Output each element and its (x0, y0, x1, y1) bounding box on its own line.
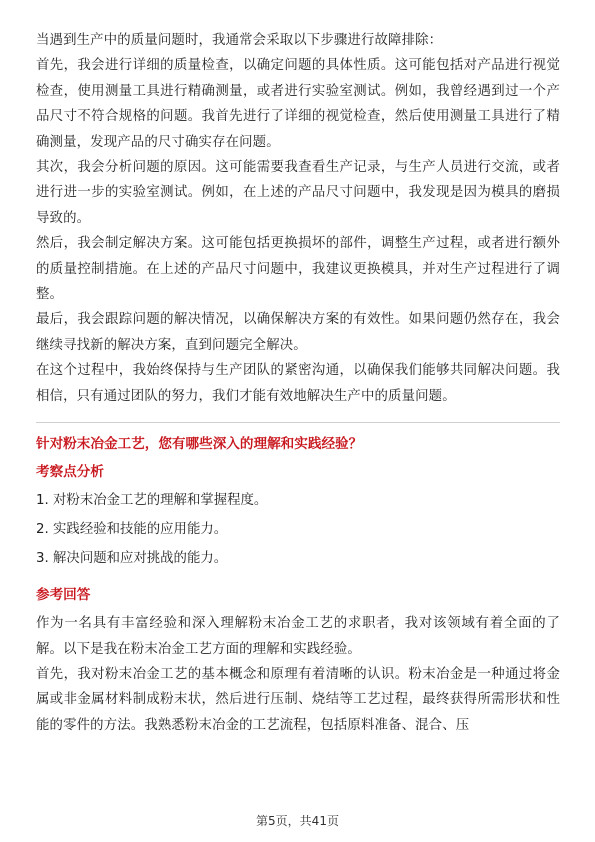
reference-answer (36, 611, 560, 738)
analysis-heading: 考察点分析 (36, 464, 104, 481)
analysis-item: 3. 解决问题和应对挑战的能力。 (36, 551, 228, 567)
answer-paragraph: 然后，我会制定解决方案。这可能包括更换损坏的部件，调整生产过程，或者进行额外的质量控制措施。在上述的产品尺寸问题中，我建议更换模具，并对生产过程进行了调整。 (36, 236, 560, 303)
analysis-item: 1. 对粉末冶金工艺的理解和掌握程度。 (36, 493, 268, 509)
answer-paragraph: 当遇到生产中的质量问题时，我通常会采取以下步骤进行故障排除： (36, 33, 443, 48)
answer-paragraph: 最后，我会跟踪问题的解决情况，以确保解决方案的有效性。如果问题仍然存在，我会继续寻找新的解决方案，直到问题完全解决。 (36, 312, 560, 353)
analysis-list (36, 488, 560, 571)
reference-paragraph: 首先，我对粉末冶金工艺的基本概念和原理有着清晰的认识。粉末冶金是一种通过将金属或非金属材料制成粉末状，然后进行压制、烧结等工艺过程，最终获得所需形状和性能的零件的方法。我熟悉粉末冶金的工艺流程，包括原料准备、混合、压 (36, 666, 560, 733)
section-divider (36, 422, 560, 423)
reference-heading: 参考回答 (36, 587, 91, 604)
answer-paragraph: 其次，我会分析问题的原因。这可能需要我查看生产记录，与生产人员进行交流，或者进行进一步的实验室测试。例如，在上述的产品尺寸问题中，我发现是因为模具的磨损导致的。 (36, 160, 560, 226)
analysis-item: 2. 实践经验和技能的应用能力。 (36, 522, 228, 538)
reference-paragraph: 作为一名具有丰富经验和深入理解粉末冶金工艺的求职者，我对该领域有着全面的了解。以下是我在粉末冶金工艺方面的理解和实践经验。 (36, 616, 560, 657)
page-number: 第5页，共41页 (256, 814, 339, 828)
previous-answer (36, 28, 560, 409)
question-title: 针对粉末冶金工艺，您有哪些深入的理解和实践经验？ (36, 436, 363, 453)
answer-paragraph: 在这个过程中，我始终保持与生产团队的紧密沟通，以确保我们能够共同解决问题。我相信，只有通过团队的努力，我们才能有效地解决生产中的质量问题。 (36, 363, 560, 404)
page-content (36, 28, 560, 738)
answer-paragraph: 首先，我会进行详细的质量检查，以确定问题的具体性质。这可能包括对产品进行视觉检查，使用测量工具进行精确测量，或者进行实验室测试。例如，我曾经遇到过一个产品尺寸不符合规格的问题。我首先进行了详细的视觉检查，然后使用测量工具进行了精确测量，发现产品的尺寸确实存在问题。 (36, 58, 560, 150)
